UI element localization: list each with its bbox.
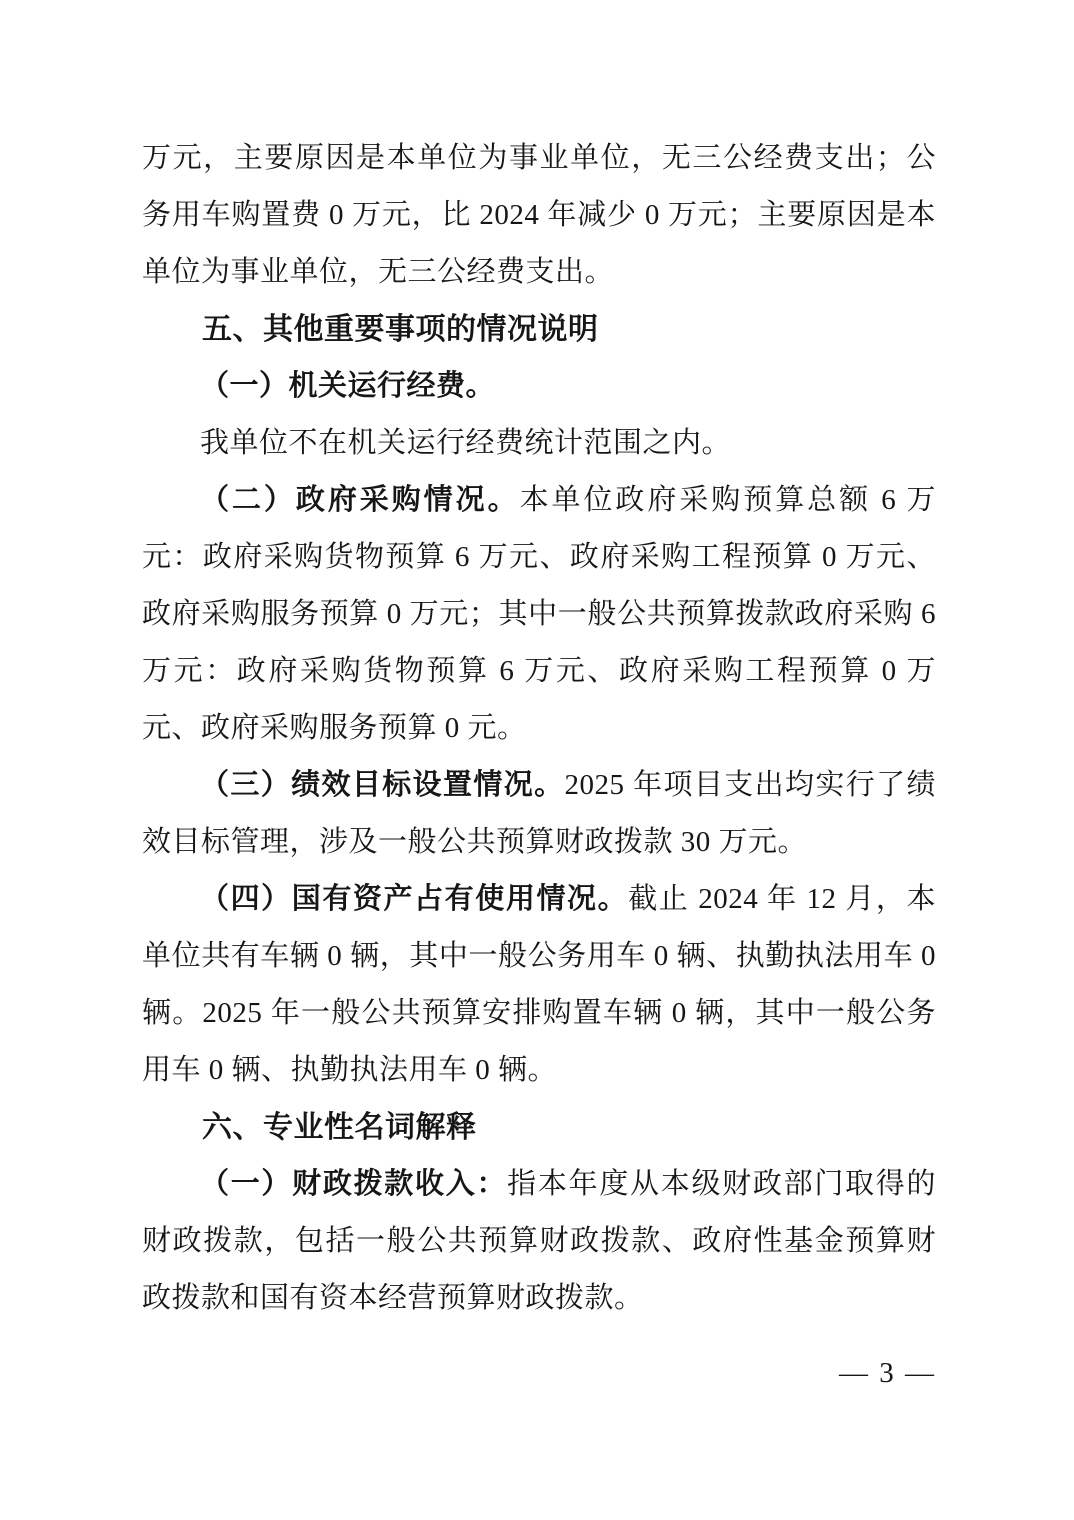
paragraph-government-procurement — [142, 472, 936, 757]
subsection-lead: （四）国有资产占有使用情况。 — [200, 883, 629, 915]
paragraph-fiscal-appropriation-income — [142, 1156, 936, 1327]
section-heading-terminology: 六、专业性名词解释 — [202, 1111, 477, 1144]
paragraph-agency-operating-expenses — [142, 358, 936, 415]
paragraph-text: 万元，主要原因是本单位为事业单位，无三公经费支出；公务用车购置费 0 万元，比 2024 年减少 0 万元；主要原因是本单位为事业单位，无三公经费支出。 — [142, 142, 936, 288]
paragraph-text: 我单位不在机关运行经费统计范围之内。 — [200, 427, 732, 459]
paragraph-text: 本单位政府采购预算总额 6 万元：政府采购货物预算 6 万元、政府采购工程预算 0 万元、政府采购服务预算 0 万元；其中一般公共预算拨款政府采购 6 万元：政府采购货物预算 6 万元、政府采购工程预算 0 万元、政府采购服务预算 0 元。 — [142, 484, 936, 744]
subsection-lead: （二）政府采购情况。 — [200, 484, 520, 516]
paragraph-performance-targets — [142, 757, 936, 871]
paragraph-three-public-funds-continued — [142, 130, 936, 301]
paragraph-state-owned-assets — [142, 871, 936, 1099]
paragraph-text: 指本年度从本级财政部门取得的财政拨款，包括一般公共预算财政拨款、政府性基金预算财政拨款和国有资本经营预算财政拨款。 — [142, 1168, 936, 1314]
paragraph-text: 截止 2024 年 12 月，本单位共有车辆 0 辆，其中一般公务用车 0 辆、执勤执法用车 0 辆。2025 年一般公共预算安排购置车辆 0 辆，其中一般公务用车 0 辆、执勤执法用车 0 辆。 — [142, 883, 936, 1086]
section-heading-other-important-matters: 五、其他重要事项的情况说明 — [202, 313, 599, 346]
paragraph-agency-operating-expenses-note — [142, 415, 936, 472]
subsection-lead: （一）财政拨款收入： — [200, 1168, 508, 1200]
document-body — [142, 130, 936, 1327]
page-number: — 3 — — [839, 1357, 936, 1389]
subsection-lead: （一）机关运行经费。 — [200, 370, 496, 402]
subsection-lead: （三）绩效目标设置情况。 — [200, 769, 565, 801]
paragraph-text: 2025 年项目支出均实行了绩效目标管理，涉及一般公共预算财政拨款 30 万元。 — [142, 769, 936, 858]
